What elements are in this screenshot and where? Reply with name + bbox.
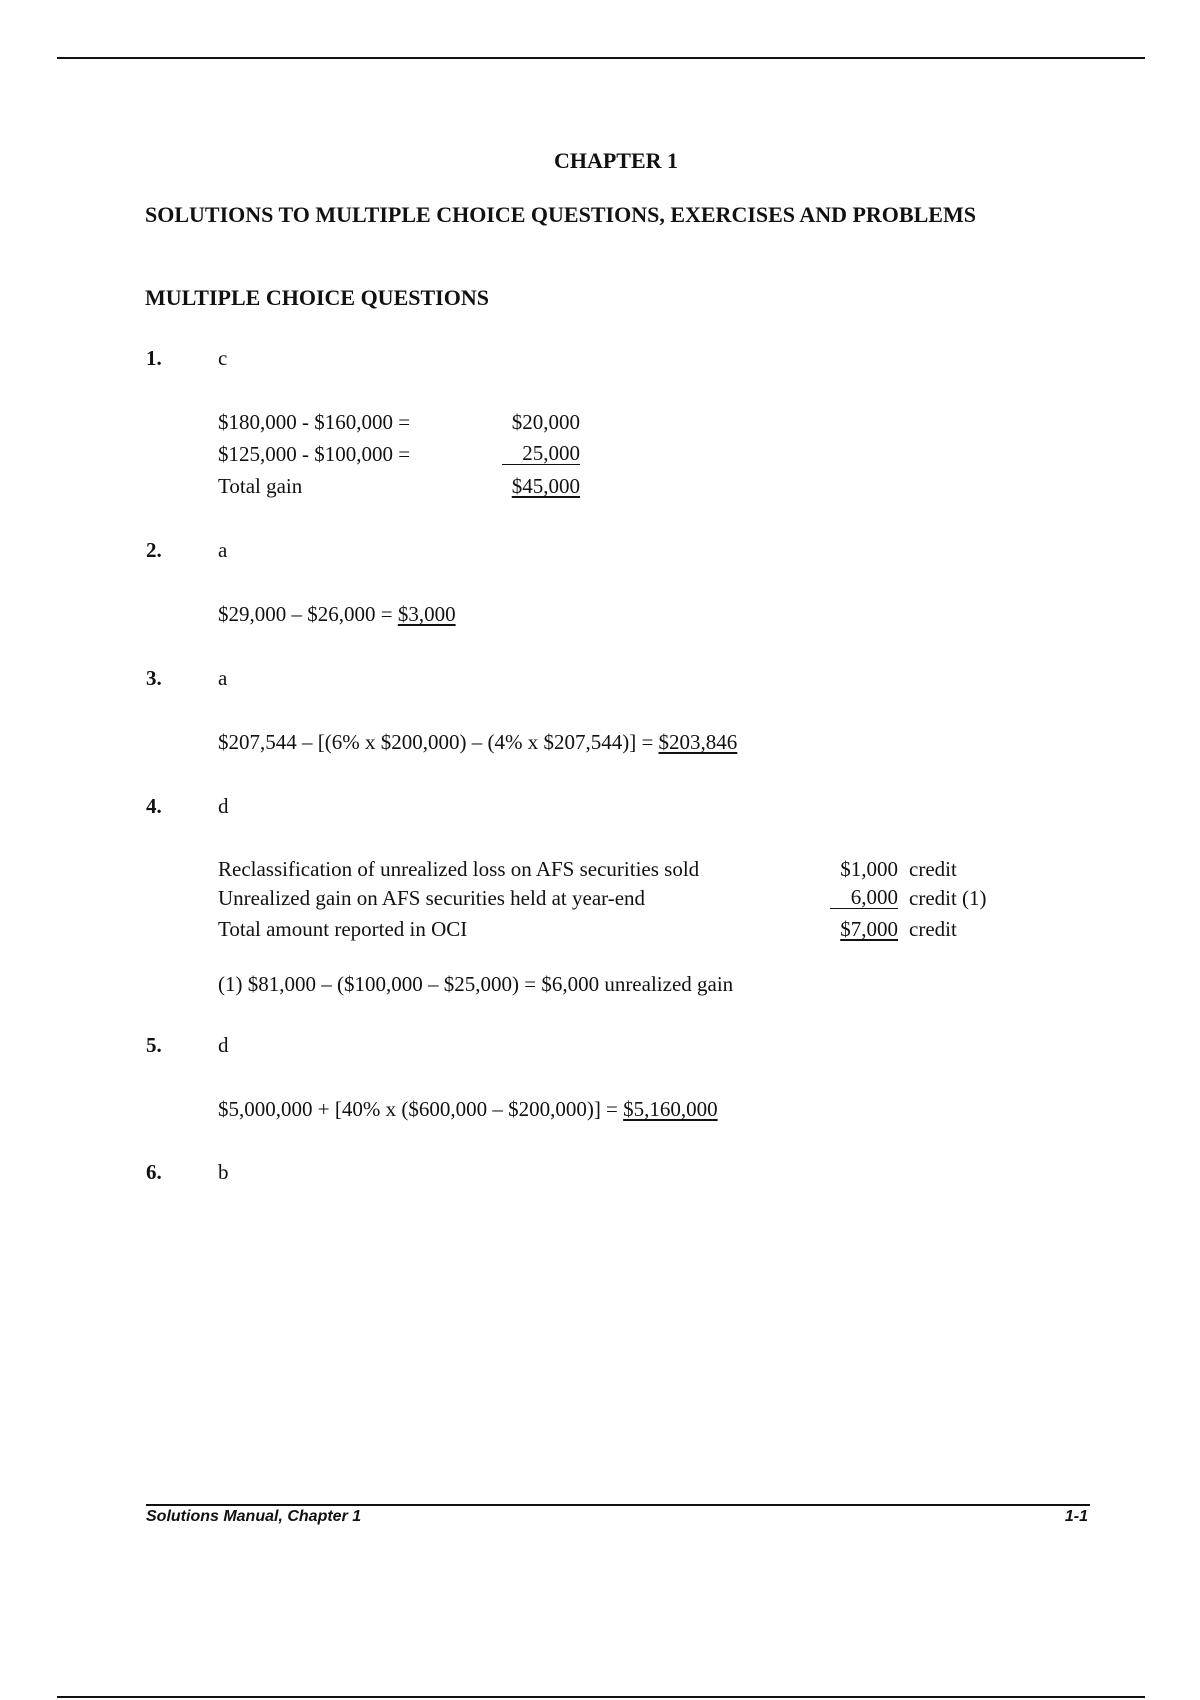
calc-line-2: $29,000 – $26,000 = $3,000: [218, 602, 456, 626]
calc-row-label: $180,000 - $160,000 =: [218, 410, 411, 434]
calc-total-value: $45,000: [511, 474, 580, 498]
question-answer-4: d: [218, 794, 229, 818]
calc-line-3: $207,544 – [(6% x $200,000) – (4% x $207,544)] = $203,846: [218, 730, 738, 754]
top-rule: [57, 57, 1145, 59]
chapter-title: CHAPTER 1: [553, 148, 679, 173]
section-heading: MULTIPLE CHOICE QUESTIONS: [145, 285, 489, 310]
question-number-3: 3.: [146, 666, 162, 690]
footnote: (1) $81,000 – ($100,000 – $25,000) = $6,000 unrealized gain: [218, 972, 734, 996]
question-answer-3: a: [218, 666, 228, 690]
question-number-4: 4.: [146, 794, 162, 818]
oci-total-value: $7,000: [840, 917, 898, 941]
footer-left: Solutions Manual, Chapter 1: [146, 1508, 362, 1525]
oci-row-note: credit: [909, 917, 957, 941]
calc-row-value: $20,000: [511, 410, 580, 434]
bottom-rule: [57, 1696, 1145, 1698]
oci-row-label: Unrealized gain on AFS securities held at year-end: [218, 886, 646, 910]
question-answer-6: b: [218, 1160, 229, 1184]
footer-rule: [146, 1504, 1090, 1506]
question-number-6: 6.: [146, 1160, 162, 1184]
question-number-5: 5.: [146, 1033, 162, 1057]
calc-row-value: 25,000: [502, 442, 580, 465]
question-answer-1: c: [218, 346, 228, 370]
question-number-1: 1.: [146, 346, 162, 370]
calc-result: $203,846: [658, 730, 738, 754]
page-subtitle: SOLUTIONS TO MULTIPLE CHOICE QUESTIONS, EXERCISES AND PROBLEMS: [145, 202, 976, 227]
oci-row-value: 6,000: [830, 886, 898, 909]
calc-row-label: $125,000 - $100,000 =: [218, 442, 411, 466]
calc-result: $5,160,000: [623, 1097, 718, 1121]
calc-row-label: Total gain: [218, 474, 303, 498]
calc-line-5: $5,000,000 + [40% x ($600,000 – $200,000)] = $5,160,000: [218, 1097, 718, 1121]
oci-row-note: credit: [909, 857, 957, 881]
oci-row-value: $1,000: [840, 857, 898, 881]
footer-page-number: 1-1: [1064, 1508, 1088, 1525]
question-number-2: 2.: [146, 538, 162, 562]
oci-row-label: Total amount reported in OCI: [218, 917, 468, 941]
calc-result: $3,000: [397, 602, 456, 626]
question-answer-2: a: [218, 538, 228, 562]
oci-row-label: Reclassification of unrealized loss on AFS securities sold: [218, 857, 700, 881]
oci-row-note: credit (1): [909, 886, 987, 910]
question-answer-5: d: [218, 1033, 229, 1057]
